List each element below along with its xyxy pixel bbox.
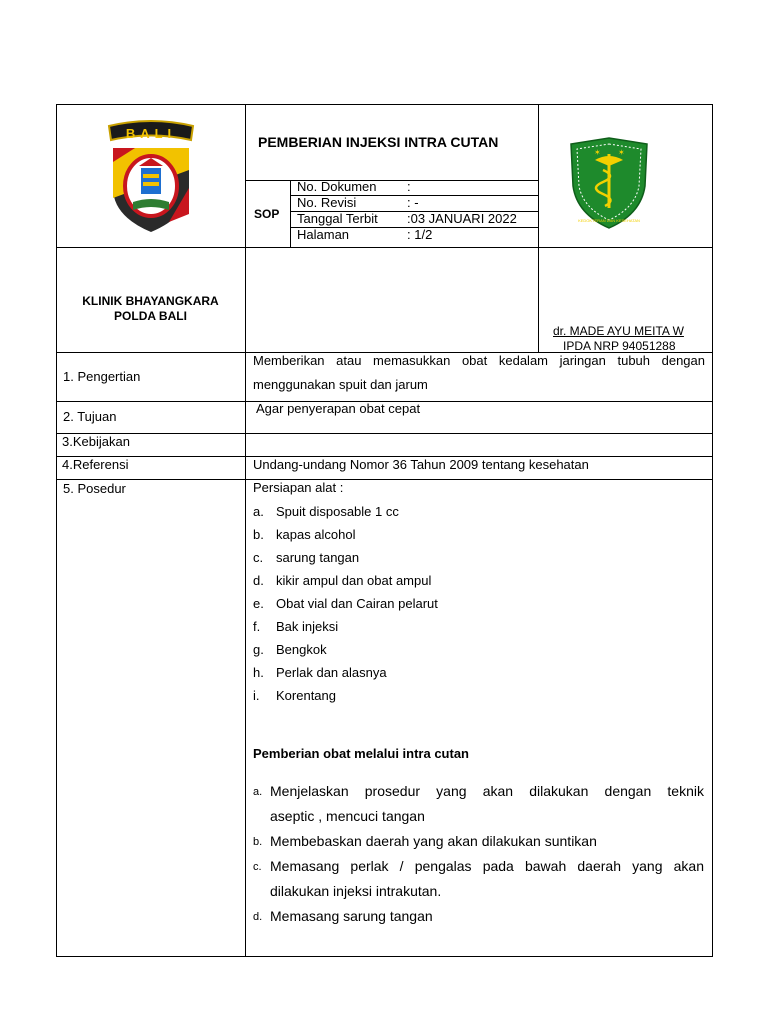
prep-item-letter: b.	[253, 527, 264, 542]
clinic-name-line1: KLINIK BHAYANGKARA	[82, 294, 219, 308]
emblem-text: KEDOKTERAN DAN KESEHATAN	[578, 218, 640, 223]
svg-text:✶: ✶	[594, 148, 601, 157]
step-letter: b.	[253, 836, 263, 848]
prep-item-letter: f.	[253, 619, 261, 634]
prep-item-text: Bak injeksi	[276, 619, 339, 634]
svg-text:✶: ✶	[618, 148, 625, 157]
tujuan-text: Agar penyerapan obat cepat	[256, 401, 421, 416]
step-text-line1: Memasang sarung tangan	[270, 908, 433, 924]
prep-item-text: Korentang	[276, 688, 336, 703]
step-text-line1: Menjelaskan prosedur yang akan dilakukan dengan teknik	[270, 783, 704, 799]
meta-value-tanggal-terbit: :03 JANUARI 2022	[407, 211, 517, 226]
signer-name: dr. MADE AYU MEITA W	[553, 324, 684, 338]
prep-item-text: Obat vial dan Cairan pelarut	[276, 596, 438, 611]
step-text-line2: aseptic , mencuci tangan	[270, 808, 425, 824]
posedur-label: 5. Posedur	[63, 481, 126, 496]
prep-item-text: Bengkok	[276, 642, 327, 657]
prep-item-letter: e.	[253, 596, 264, 611]
clinic-name-line2: POLDA BALI	[114, 309, 187, 323]
step-text-line2: dilakukan injeksi intrakutan.	[270, 883, 442, 899]
logo-text: BALI	[125, 126, 177, 141]
prep-item-letter: h.	[253, 665, 264, 680]
prep-item-text: Spuit disposable 1 cc	[276, 504, 399, 519]
prep-item-letter: d.	[253, 573, 264, 588]
steps-title: Pemberian obat melalui intra cutan	[253, 746, 469, 761]
referensi-label: 4.Referensi	[62, 457, 129, 472]
sop-label: SOP	[254, 207, 280, 221]
prep-item-text: kikir ampul dan obat ampul	[276, 573, 432, 588]
prep-item-text: Perlak dan alasnya	[276, 665, 387, 680]
meta-label-tanggal-terbit: Tanggal Terbit	[297, 211, 378, 226]
step-letter: d.	[253, 911, 263, 923]
prep-title: Persiapan alat :	[253, 480, 344, 495]
meta-value-no-dokumen: :	[407, 179, 411, 194]
step-letter: a.	[253, 786, 263, 798]
kebijakan-label: 3.Kebijakan	[62, 434, 130, 449]
prep-item-text: kapas alcohol	[276, 527, 356, 542]
meta-value-halaman: : 1/2	[407, 227, 433, 242]
referensi-text: Undang-undang Nomor 36 Tahun 2009 tentang kesehatan	[253, 457, 589, 472]
bali-police-logo	[105, 118, 197, 236]
step-letter: c.	[253, 861, 262, 873]
meta-label-no-dokumen: No. Dokumen	[297, 179, 377, 194]
tujuan-label: 2. Tujuan	[63, 409, 117, 424]
pengertian-label: 1. Pengertian	[63, 369, 141, 384]
prep-item-text: sarung tangan	[276, 550, 360, 565]
pengertian-text-line2: menggunakan spuit dan jarum	[253, 377, 428, 392]
prep-item-letter: c.	[253, 550, 264, 565]
document-title: PEMBERIAN INJEKSI INTRA CUTAN	[258, 134, 499, 150]
meta-label-halaman: Halaman	[297, 227, 350, 242]
prep-item-letter: i.	[253, 688, 260, 703]
prep-item-letter: g.	[253, 642, 264, 657]
signer-id: IPDA NRP 94051288	[563, 339, 676, 353]
meta-label-no-revisi: No. Revisi	[297, 195, 357, 210]
meta-value-no-revisi: : -	[407, 195, 419, 210]
medical-emblem-logo	[569, 136, 649, 230]
step-text-line1: Memasang perlak / pengalas pada bawah daerah yang akan	[270, 858, 704, 874]
step-text-line1: Membebaskan daerah yang akan dilakukan suntikan	[270, 833, 597, 849]
prep-item-letter: a.	[253, 504, 264, 519]
pengertian-text-line1: Memberikan atau memasukkan obat kedalam jaringan tubuh dengan	[253, 353, 705, 368]
